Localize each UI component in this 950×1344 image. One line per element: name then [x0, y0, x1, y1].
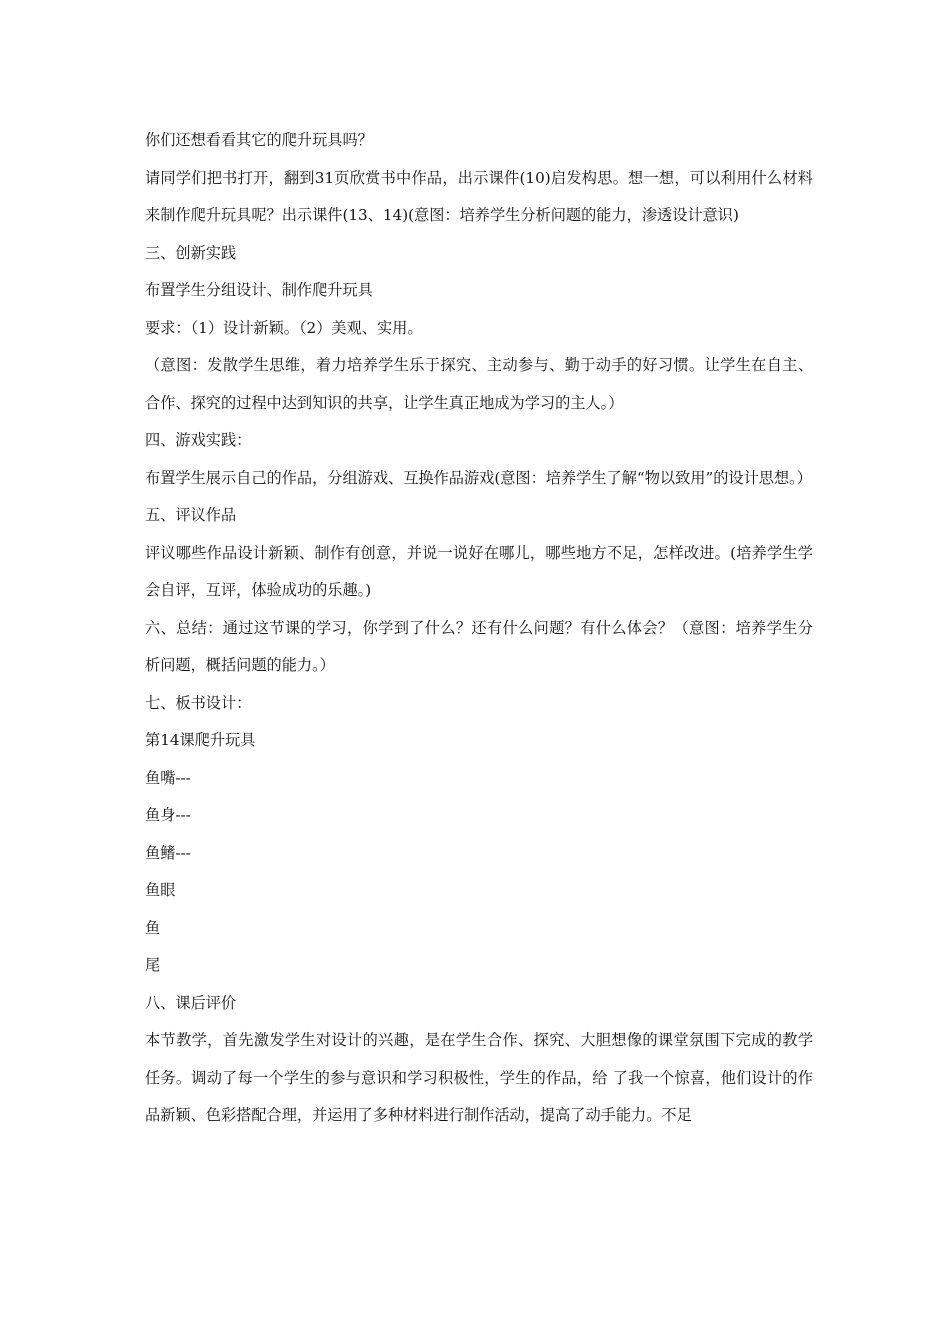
heading-post-class-evaluation: 八、课后评价 — [145, 993, 237, 1012]
paragraph-requirements: 要求：（1）设计新颖。（2）美观、实用。 — [145, 318, 423, 337]
board-item-fish: 鱼 — [145, 918, 161, 937]
paragraph-toy-question: 你们还想看看其它的爬升玩具吗？ — [145, 131, 373, 149]
heading-game-practice: 四、游戏实践： — [145, 431, 252, 449]
heading-innovation-practice: 三、创新实践 — [145, 243, 237, 262]
board-item-fish-fin: 鱼鳍--- — [145, 843, 191, 862]
board-item-tail: 尾 — [145, 956, 161, 974]
paragraph-intent-thinking: （意图：发散学生思维，着力培养学生乐于探究、主动参与、勤于动手的好习惯。让学生在自主、合作、探究的过程中达到知识的共享，让学生真正地成为学习的主人。） — [145, 356, 813, 412]
board-item-fish-eye: 鱼眼 — [145, 881, 176, 899]
board-item-fish-mouth: 鱼嘴--- — [145, 768, 191, 787]
heading-review-works: 五、评议作品 — [145, 506, 237, 524]
paragraph-open-book: 请同学们把书打开，翻到31页欣赏书中作品，出示课件(10)启发构思。想一想，可以利用什么材料来制作爬升玩具呢？出示课件(13、14)(意图：培养学生分析问题的能力，渗透设计意识) — [145, 168, 813, 224]
paragraph-evaluation: 本节教学，首先激发学生对设计的兴趣，是在学生合作、探究、大胆想像的课堂氛围下完成的教学任务。调动了每一个学生的参与意识和学习积极性，学生的作品，给 了我一个惊喜，他们设计的作品新颖、色彩搭配合理，并运用了多种材料进行制作活动，提高了动手能力。不足 — [145, 1031, 813, 1124]
board-item-fish-body: 鱼身--- — [145, 806, 191, 824]
paragraph-review: 评议哪些作品设计新颖、制作有创意，并说一说好在哪儿，哪些地方不足，怎样改进。(培养学生学会自评，互评，体验成功的乐趣。) — [145, 543, 813, 599]
document-body — [145, 122, 813, 1135]
heading-board-design: 七、板书设计： — [145, 693, 252, 712]
paragraph-summary: 六、总结：通过这节课的学习，你学到了什么？还有什么问题？有什么体会？（意图：培养学生分析问题，概括问题的能力。） — [145, 618, 813, 674]
board-title: 第14课爬升玩具 — [145, 731, 256, 749]
paragraph-group-design: 布置学生分组设计、制作爬升玩具 — [145, 281, 373, 299]
paragraph-show-works: 布置学生展示自己的作品，分组游戏、互换作品游戏(意图：培养学生了解“物以致用”的设计思想。） — [145, 468, 812, 487]
